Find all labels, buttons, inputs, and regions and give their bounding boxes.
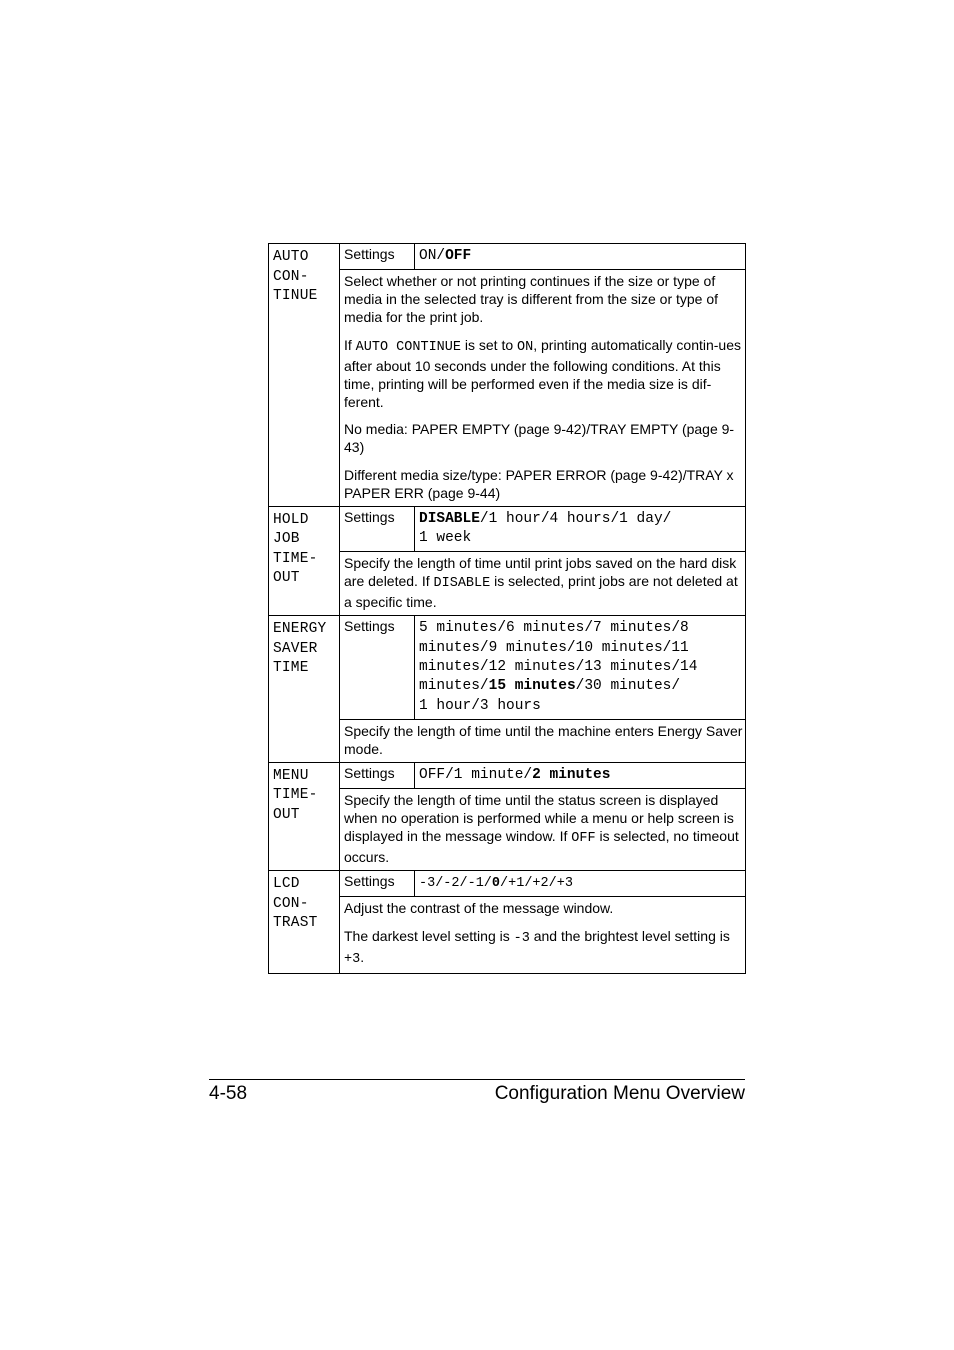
name-line: TINUE bbox=[273, 288, 318, 304]
settings-values bbox=[415, 871, 746, 897]
name-line: CON- bbox=[273, 268, 309, 285]
table-row bbox=[269, 762, 746, 788]
settings-label: Settings bbox=[340, 871, 415, 897]
text-run: Specify the length of time until print jobs saved on the hard disk are deleted. If bbox=[344, 555, 737, 590]
setting-option: 5 minutes/6 minutes/7 minutes/8 bbox=[419, 620, 689, 637]
name-line: TIME- bbox=[273, 787, 318, 804]
table-row bbox=[269, 897, 746, 974]
inline-code: OFF bbox=[571, 831, 596, 847]
name-line: MENU bbox=[273, 767, 309, 784]
settings-values bbox=[415, 244, 746, 270]
settings-values bbox=[415, 762, 746, 788]
menu-item-name bbox=[269, 762, 340, 870]
default-setting-option: DISABLE bbox=[419, 510, 480, 527]
menu-item-name bbox=[269, 616, 340, 762]
page-number: 4-58 bbox=[209, 1083, 248, 1104]
setting-option: minutes/9 minutes/10 minutes/11 bbox=[419, 639, 689, 656]
setting-option: ON bbox=[419, 248, 437, 264]
name-line: OUT bbox=[273, 570, 300, 587]
text-run: . bbox=[360, 948, 365, 965]
description-paragraph: No media: PAPER EMPTY (page 9-42)/TRAY EMPTY (page 9-43) bbox=[344, 421, 735, 456]
setting-separator: / bbox=[436, 248, 446, 264]
description-paragraph: Adjust the contrast of the message window. bbox=[344, 900, 614, 917]
name-line: TRAST bbox=[273, 915, 318, 932]
default-setting-option: 0 bbox=[491, 876, 501, 892]
setting-option: /30 minutes/ bbox=[575, 678, 681, 695]
description-paragraph bbox=[344, 927, 744, 969]
description-paragraph: Select whether or not printing continues if the size or type of media in the selected tray is different from the size or type of media for the print job. bbox=[344, 273, 719, 326]
name-line: SAVER bbox=[273, 640, 318, 657]
setting-option: minutes/12 minutes/13 minutes/14 bbox=[419, 658, 698, 675]
name-line: HOLD bbox=[273, 511, 309, 528]
name-line: TIME- bbox=[273, 550, 318, 567]
text-run: is set to bbox=[461, 336, 518, 353]
setting-option: -3/-2/-1/ bbox=[419, 876, 492, 892]
default-setting-option: OFF bbox=[445, 248, 472, 264]
setting-option: 1 hour/3 hours bbox=[419, 697, 541, 714]
settings-label: Settings bbox=[340, 616, 415, 719]
name-line: TIME bbox=[273, 660, 309, 677]
settings-values bbox=[415, 506, 746, 552]
table-row bbox=[269, 244, 746, 270]
settings-values bbox=[415, 616, 746, 719]
menu-item-name bbox=[269, 871, 340, 974]
description-paragraph bbox=[344, 336, 744, 411]
table-row bbox=[269, 552, 746, 616]
table-row bbox=[269, 506, 746, 552]
description-paragraph bbox=[344, 554, 744, 611]
text-run: , printing automatically contin-ues after about 10 seconds under the following conditions. At this time, printing will be performed even if the media size is dif-ferent. bbox=[344, 336, 742, 410]
name-line: CON- bbox=[273, 895, 309, 912]
text-run: and the brightest level setting is bbox=[529, 927, 730, 944]
inline-code: AUTO CONTINUE bbox=[355, 339, 461, 355]
text-run: Specify the length of time until the status screen is displayed when no operation is performed while a menu or help screen is displayed in the message window. If bbox=[344, 792, 734, 845]
default-setting-option: 2 minutes bbox=[532, 766, 611, 783]
table-row bbox=[269, 871, 746, 897]
setting-option: 1 week bbox=[419, 530, 472, 547]
settings-label: Settings bbox=[340, 506, 415, 552]
name-line: JOB bbox=[273, 531, 300, 548]
table-row bbox=[269, 789, 746, 871]
section-title: Configuration Menu Overview bbox=[494, 1083, 745, 1104]
setting-option: minutes/ bbox=[419, 678, 489, 695]
name-line: LCD bbox=[273, 876, 300, 893]
description-cell bbox=[340, 789, 746, 871]
settings-label: Settings bbox=[340, 244, 415, 270]
description-cell bbox=[340, 552, 746, 616]
description-paragraph: Different media size/type: PAPER ERROR (page 9-42)/TRAY x PAPER ERR (page 9-44) bbox=[344, 466, 734, 501]
inline-code: +3 bbox=[344, 951, 361, 967]
setting-option: /+1/+2/+3 bbox=[500, 876, 573, 892]
name-line: ENERGY bbox=[273, 621, 327, 638]
table-row bbox=[269, 616, 746, 719]
setting-option: OFF/1 minute/ bbox=[419, 766, 533, 783]
footer-divider bbox=[209, 1079, 745, 1080]
text-run: The darkest level setting is bbox=[344, 927, 514, 944]
description-cell bbox=[340, 897, 746, 974]
name-line: AUTO bbox=[273, 249, 309, 265]
description-cell bbox=[340, 270, 746, 507]
setting-option: /1 hour/4 hours/1 day/ bbox=[479, 510, 672, 527]
table-row bbox=[269, 270, 746, 507]
settings-label: Settings bbox=[340, 762, 415, 788]
description-cell bbox=[340, 719, 746, 762]
menu-item-name bbox=[269, 506, 340, 616]
inline-code: ON bbox=[517, 339, 534, 355]
name-line: OUT bbox=[273, 806, 300, 823]
text-run: is selected, no timeout occurs. bbox=[344, 828, 739, 866]
text-run: If bbox=[344, 336, 356, 353]
inline-code: -3 bbox=[513, 930, 530, 946]
table-row bbox=[269, 719, 746, 762]
default-setting-option: 15 minutes bbox=[488, 678, 576, 695]
text-run: is selected, print jobs are not deleted at a specific time. bbox=[344, 573, 738, 611]
config-menu-table bbox=[268, 243, 746, 974]
inline-code: DISABLE bbox=[433, 576, 491, 592]
menu-item-name bbox=[269, 244, 340, 507]
description-paragraph bbox=[344, 791, 744, 866]
description-paragraph: Specify the length of time until the machine enters Energy Saver mode. bbox=[344, 722, 743, 757]
